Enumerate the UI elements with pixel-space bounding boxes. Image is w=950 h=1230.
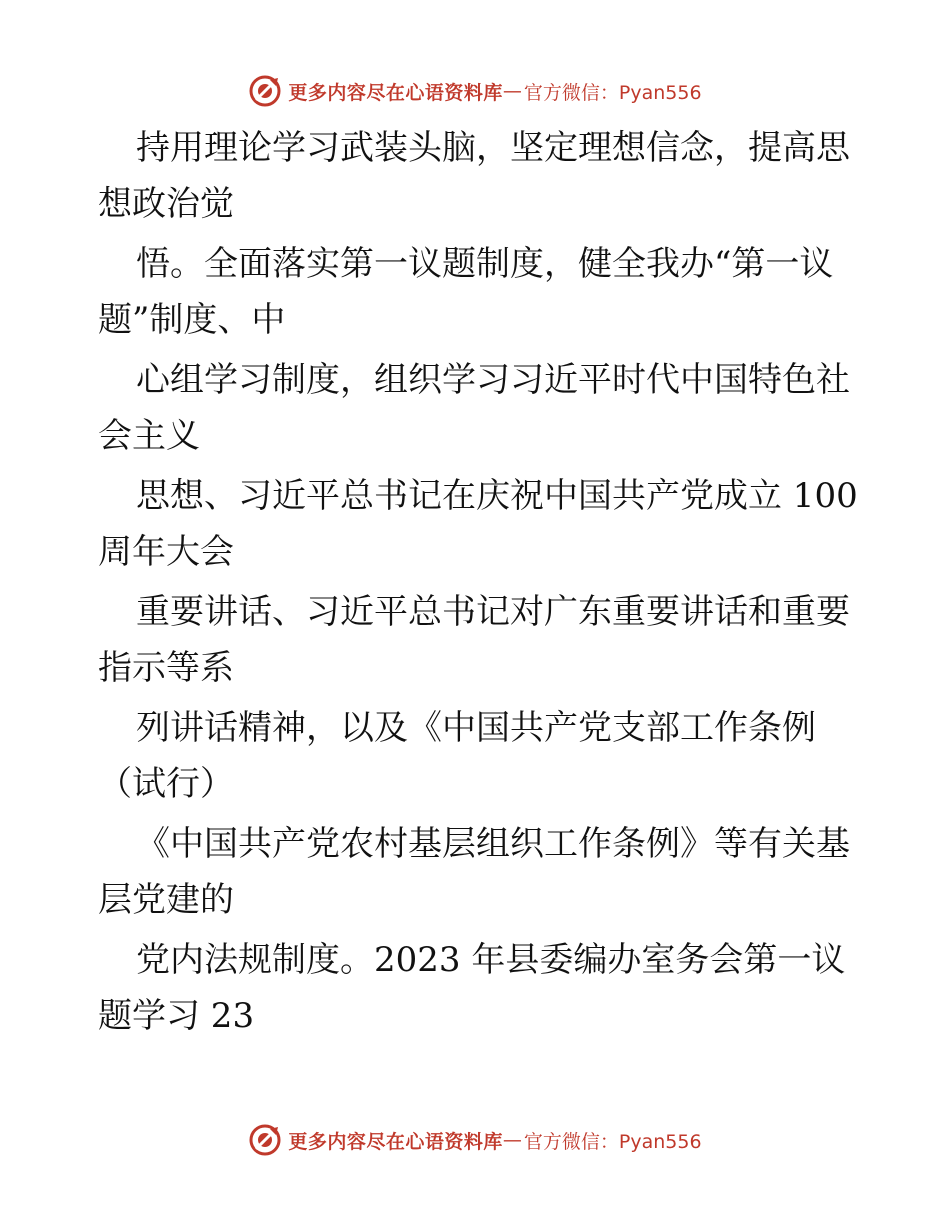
paragraph-line: 会主义: [98, 416, 200, 456]
footer-watermark: [0, 1120, 950, 1160]
paragraph-line: 题学习 23: [98, 996, 255, 1036]
paragraph-line: 想政治觉: [98, 184, 234, 224]
paragraph-line: 重要讲话、习近平总书记对广东重要讲话和重要: [136, 592, 850, 632]
paragraph-line: 悟。全面落实第一议题制度，健全我办“第一议: [136, 244, 834, 284]
brand-logo-icon: [248, 74, 282, 108]
header-watermark: [0, 71, 950, 111]
paragraph-line: 题”制度、中: [98, 300, 286, 340]
paragraph-line: 持用理论学习武装头脑，坚定理想信念，提高思: [136, 128, 850, 168]
brand-logo-icon: [248, 1123, 282, 1157]
paragraph-line: 思想、习近平总书记在庆祝中国共产党成立 100: [136, 476, 858, 516]
watermark-text: 更多内容尽在心语资料库: [288, 1130, 503, 1153]
paragraph-line: 周年大会: [98, 532, 234, 572]
watermark-separator: —: [502, 80, 522, 102]
paragraph-line: 指示等系: [98, 648, 234, 688]
paragraph-line: （试行）: [98, 764, 234, 804]
watermark-separator: —: [502, 1129, 522, 1151]
paragraph-line: 层党建的: [98, 880, 234, 920]
paragraph-line: 党内法规制度。2023 年县委编办室务会第一议: [136, 940, 846, 980]
paragraph-line: 列讲话精神，以及《中国共产党支部工作条例: [136, 708, 816, 748]
paragraph-line: 心组学习制度，组织学习习近平时代中国特色社: [136, 360, 850, 400]
watermark-suffix: 官方微信：Pyan556: [523, 1130, 702, 1153]
watermark-text: 更多内容尽在心语资料库: [288, 81, 503, 104]
watermark-suffix: 官方微信：Pyan556: [523, 81, 702, 104]
paragraph-line: 《中国共产党农村基层组织工作条例》等有关基: [136, 824, 850, 864]
